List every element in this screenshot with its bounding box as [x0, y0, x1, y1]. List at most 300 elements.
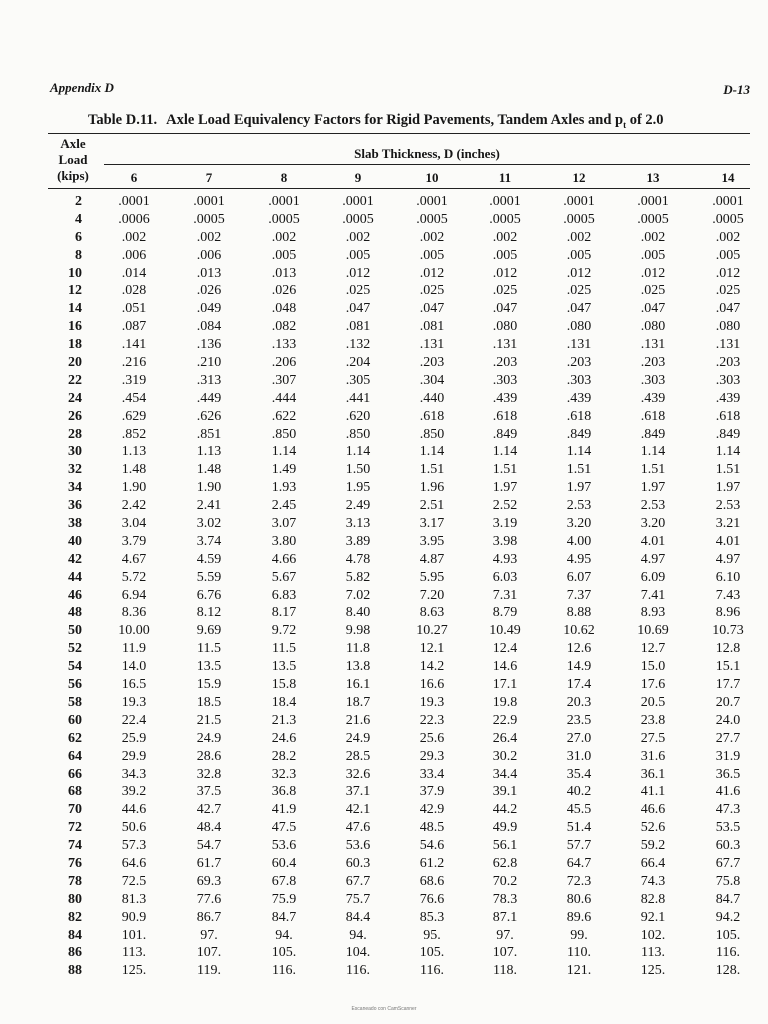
factor-cell: 24.9: [196, 730, 222, 746]
axle-load-cell: 86: [68, 945, 82, 961]
factor-cell: 86.7: [196, 909, 222, 925]
factor-cell: .439: [566, 390, 592, 406]
factor-cell: 31.0: [566, 748, 592, 764]
factor-cell: .002: [345, 229, 371, 245]
factor-cell: 37.1: [345, 784, 371, 800]
factor-cell: 10.69: [637, 623, 669, 639]
factor-cell: .852: [121, 426, 147, 442]
factor-cell: 107.: [196, 945, 222, 961]
factor-cell: 27.0: [566, 730, 592, 746]
factor-cell: .849: [492, 426, 518, 442]
factor-cell: .131: [492, 337, 518, 353]
factor-cell: 31.9: [715, 748, 741, 764]
factor-cell: .203: [640, 355, 666, 371]
table-row: [48, 874, 758, 892]
factor-cell: 28.5: [345, 748, 371, 764]
factor-cell: 44.2: [492, 802, 518, 818]
factor-cell: 1.96: [419, 480, 445, 496]
factor-cell: 1.51: [640, 462, 666, 478]
factor-cell: 2.53: [715, 498, 741, 514]
factor-cell: .005: [640, 247, 666, 263]
factor-cell: 53.6: [271, 838, 297, 854]
factor-cell: 27.7: [715, 730, 741, 746]
factor-cell: 3.79: [121, 533, 147, 549]
factor-cell: 3.21: [715, 516, 741, 532]
axle-load-cell: 38: [68, 516, 82, 532]
factor-cell: .014: [121, 265, 147, 281]
factor-cell: 35.4: [566, 766, 592, 782]
factor-cell: .087: [121, 319, 147, 335]
factor-cell: 72.3: [566, 873, 592, 889]
factor-cell: .0001: [342, 194, 374, 209]
factor-cell: 1.49: [271, 462, 297, 478]
factor-cell: 42.7: [196, 802, 222, 818]
factor-cell: 33.4: [419, 766, 445, 782]
factor-cell: 75.9: [271, 891, 297, 907]
table-row: [48, 266, 758, 284]
table-row: [48, 337, 758, 355]
factor-cell: 75.8: [715, 873, 741, 889]
factor-cell: 116.: [716, 945, 740, 961]
factor-cell: 32.3: [271, 766, 297, 782]
axle-load-cell: 78: [68, 873, 82, 889]
axle-load-cell: 48: [68, 605, 82, 621]
factor-cell: 68.6: [419, 873, 445, 889]
factor-cell: .441: [345, 390, 371, 406]
factor-cell: 1.51: [492, 462, 518, 478]
factor-cell: 21.3: [271, 712, 297, 728]
factor-cell: .851: [196, 426, 222, 442]
factor-cell: .025: [640, 283, 666, 299]
factor-cell: .0005: [193, 211, 225, 227]
table-row: [48, 570, 758, 588]
factor-cell: 107.: [492, 945, 518, 961]
factor-cell: 19.3: [121, 694, 147, 710]
factor-cell: 4.59: [196, 551, 222, 567]
factor-cell: 1.93: [271, 480, 297, 496]
factor-cell: 10.27: [416, 623, 448, 639]
factor-cell: 97.: [200, 927, 218, 943]
factor-cell: 10.62: [563, 623, 595, 639]
factor-cell: 46.6: [640, 802, 666, 818]
axle-load-cell: 8: [75, 247, 82, 263]
factor-cell: 13.8: [345, 659, 371, 675]
factor-cell: 7.31: [492, 587, 518, 603]
factor-cell: 12.4: [492, 641, 518, 657]
axle-load-cell: 44: [68, 569, 82, 585]
axle-load-cell: 6: [75, 229, 82, 245]
factor-cell: 11.9: [122, 641, 146, 657]
table-row: [48, 552, 758, 570]
factor-cell: 3.89: [345, 533, 371, 549]
factor-cell: 11.5: [272, 641, 296, 657]
factor-cell: 5.95: [419, 569, 445, 585]
factor-cell: 60.3: [715, 838, 741, 854]
factor-cell: 48.5: [419, 820, 445, 836]
factor-cell: 2.52: [492, 498, 518, 514]
factor-cell: 8.93: [640, 605, 666, 621]
axle-load-cell: 26: [68, 408, 82, 424]
table-row: [48, 605, 758, 623]
factor-cell: 75.7: [345, 891, 371, 907]
factor-cell: 5.67: [271, 569, 297, 585]
factor-cell: 16.5: [121, 677, 147, 693]
factor-cell: 6.83: [271, 587, 297, 603]
factor-cell: .047: [419, 301, 445, 317]
factor-cell: 67.8: [271, 873, 297, 889]
table-number: Table D.11.: [88, 112, 158, 128]
factor-cell: .0001: [268, 194, 300, 209]
factor-cell: .439: [715, 390, 741, 406]
factor-cell: 21.6: [345, 712, 371, 728]
table-row: [48, 301, 758, 319]
factor-cell: .005: [419, 247, 445, 263]
factor-cell: .005: [271, 247, 297, 263]
factor-cell: 36.8: [271, 784, 297, 800]
factor-cell: .0001: [563, 194, 595, 209]
factor-cell: 99.: [570, 927, 588, 943]
factor-cell: 116.: [420, 963, 444, 979]
factor-cell: .002: [715, 229, 741, 245]
column-header-7: 7: [205, 170, 213, 185]
factor-cell: .005: [566, 247, 592, 263]
factor-cell: .0001: [193, 194, 225, 209]
factor-cell: 26.4: [492, 730, 518, 746]
factor-cell: 1.48: [196, 462, 222, 478]
factor-cell: 18.4: [271, 694, 297, 710]
factor-cell: 41.9: [271, 802, 297, 818]
table-row: [48, 588, 758, 606]
factor-cell: 22.9: [492, 712, 518, 728]
table-row: [48, 695, 758, 713]
factor-cell: 1.97: [715, 480, 741, 496]
factor-cell: 118.: [493, 963, 517, 979]
axle-load-cell: 28: [68, 426, 82, 442]
factor-cell: 15.9: [196, 677, 222, 693]
factor-cell: 1.13: [121, 444, 147, 460]
factor-cell: 3.80: [271, 533, 297, 549]
factor-cell: 81.3: [121, 891, 147, 907]
axle-load-cell: 54: [68, 659, 82, 675]
factor-cell: .002: [492, 229, 518, 245]
axle-load-cell: 30: [68, 444, 82, 460]
factor-cell: .444: [271, 390, 297, 406]
table-row: [48, 802, 758, 820]
factor-cell: 23.8: [640, 712, 666, 728]
factor-cell: 8.40: [345, 605, 371, 621]
table-row: [48, 248, 758, 266]
axle-load-cell: 72: [68, 820, 82, 836]
table-row: [48, 623, 758, 641]
factor-cell: 41.6: [715, 784, 741, 800]
column-header-8: 8: [280, 170, 288, 185]
factor-cell: 24.6: [271, 730, 297, 746]
factor-cell: 56.1: [492, 838, 518, 854]
column-header-10: 10: [425, 170, 439, 185]
factor-cell: 40.2: [566, 784, 592, 800]
factor-cell: 105.: [271, 945, 297, 961]
factor-cell: .203: [419, 355, 445, 371]
factor-cell: 20.3: [566, 694, 592, 710]
factor-cell: 12.7: [640, 641, 666, 657]
factor-cell: .013: [196, 265, 222, 281]
factor-cell: .0005: [268, 211, 300, 227]
table-caption: [88, 112, 664, 130]
factor-cell: 84.7: [715, 891, 741, 907]
factor-cell: 36.5: [715, 766, 741, 782]
factor-cell: .216: [121, 355, 147, 371]
factor-cell: 51.4: [566, 820, 592, 836]
table-row: [48, 820, 758, 838]
factor-cell: .204: [345, 355, 371, 371]
column-header-13: 13: [646, 170, 660, 185]
column-header-11: 11: [498, 170, 512, 185]
factor-cell: 17.4: [566, 677, 592, 693]
factor-cell: 32.8: [196, 766, 222, 782]
factor-cell: .622: [271, 408, 297, 424]
factor-cell: 8.63: [419, 605, 445, 621]
factor-cell: .012: [419, 265, 445, 281]
factor-cell: 101.: [121, 927, 147, 943]
table-row: [48, 444, 758, 462]
factor-cell: 53.6: [345, 838, 371, 854]
factor-cell: .012: [492, 265, 518, 281]
factor-cell: 113.: [122, 945, 146, 961]
factor-cell: .626: [196, 408, 222, 424]
factor-cell: .080: [715, 319, 741, 335]
factor-cell: 25.9: [121, 730, 147, 746]
factor-cell: 128.: [715, 963, 741, 979]
factor-cell: 3.95: [419, 533, 445, 549]
factor-cell: 1.14: [419, 444, 445, 460]
factor-cell: .025: [715, 283, 741, 299]
factor-cell: 19.3: [419, 694, 445, 710]
factor-cell: 59.2: [640, 838, 666, 854]
factor-cell: 61.7: [196, 855, 222, 871]
factor-cell: 8.17: [271, 605, 297, 621]
factor-cell: 10.73: [712, 623, 744, 639]
factor-cell: .850: [419, 426, 445, 442]
factor-cell: 1.14: [640, 444, 666, 460]
factor-cell: 61.2: [419, 855, 445, 871]
factor-cell: .0005: [712, 211, 744, 227]
factor-cell: 8.88: [566, 605, 592, 621]
factor-cell: 6.94: [121, 587, 147, 603]
factor-cell: 1.13: [196, 444, 222, 460]
factor-cell: 6.76: [196, 587, 222, 603]
factor-cell: 4.97: [715, 551, 741, 567]
axle-load-cell: 14: [68, 301, 82, 317]
factor-cell: 24.9: [345, 730, 371, 746]
factor-cell: .025: [419, 283, 445, 299]
factor-cell: 1.14: [345, 444, 371, 460]
factor-cell: 4.95: [566, 551, 592, 567]
table-row: [48, 784, 758, 802]
axle-load-cell: 66: [68, 766, 82, 782]
factor-cell: 11.8: [346, 641, 370, 657]
factor-cell: 47.5: [271, 820, 297, 836]
factor-cell: 5.82: [345, 569, 371, 585]
factor-cell: 10.49: [489, 623, 521, 639]
factor-cell: 15.0: [640, 659, 666, 675]
factor-cell: 13.5: [271, 659, 297, 675]
axle-load-cell: 82: [68, 909, 82, 925]
factor-cell: 1.95: [345, 480, 371, 496]
axle-load-cell: 18: [68, 337, 82, 353]
factor-cell: 119.: [197, 963, 221, 979]
factor-cell: .618: [640, 408, 666, 424]
factor-cell: 31.6: [640, 748, 666, 764]
factor-cell: 4.66: [271, 551, 297, 567]
column-header-12: 12: [572, 170, 586, 185]
factor-cell: 62.8: [492, 855, 518, 871]
axle-load-cell: 60: [68, 712, 82, 728]
factor-cell: .012: [640, 265, 666, 281]
factor-cell: .002: [566, 229, 592, 245]
factor-cell: 1.90: [196, 480, 222, 496]
factor-cell: 2.42: [121, 498, 147, 514]
factor-cell: .629: [121, 408, 147, 424]
factor-cell: 3.20: [640, 516, 666, 532]
axle-load-cell: 16: [68, 319, 82, 335]
factor-cell: .047: [566, 301, 592, 317]
factor-cell: 32.6: [345, 766, 371, 782]
factor-cell: 28.6: [196, 748, 222, 764]
factor-cell: .080: [492, 319, 518, 335]
factor-cell: 8.12: [196, 605, 222, 621]
axle-load-header: [50, 136, 96, 184]
factor-cell: 37.5: [196, 784, 222, 800]
table-row: [48, 516, 758, 534]
factor-cell: 94.2: [715, 909, 741, 925]
table-row: [48, 731, 758, 749]
factor-cell: 8.79: [492, 605, 518, 621]
factor-cell: 22.4: [121, 712, 147, 728]
factor-cell: .0006: [118, 211, 150, 227]
factor-cell: .005: [345, 247, 371, 263]
factor-cell: .002: [196, 229, 222, 245]
factor-cell: 116.: [346, 963, 370, 979]
factor-cell: .0005: [489, 211, 521, 227]
factor-cell: 121.: [566, 963, 592, 979]
factor-cell: 57.3: [121, 838, 147, 854]
factor-cell: .203: [492, 355, 518, 371]
axle-load-cell: 80: [68, 891, 82, 907]
factor-cell: .210: [196, 355, 222, 371]
scanner-watermark: Escaneado con CamScanner: [351, 1006, 417, 1012]
factor-cell: 2.45: [271, 498, 297, 514]
factor-cell: 20.5: [640, 694, 666, 710]
factor-cell: 4.78: [345, 551, 371, 567]
table-row: [48, 319, 758, 337]
factor-cell: 4.93: [492, 551, 518, 567]
factor-cell: 41.1: [640, 784, 666, 800]
factor-cell: .439: [640, 390, 666, 406]
factor-cell: 5.59: [196, 569, 222, 585]
factor-cell: 54.7: [196, 838, 222, 854]
factor-cell: 28.2: [271, 748, 297, 764]
factor-cell: .0005: [342, 211, 374, 227]
factor-cell: .850: [271, 426, 297, 442]
factor-cell: 27.5: [640, 730, 666, 746]
factor-cell: 30.2: [492, 748, 518, 764]
factor-cell: .141: [121, 337, 147, 353]
factor-cell: 85.3: [419, 909, 445, 925]
factor-cell: .048: [271, 301, 297, 317]
factor-cell: .305: [345, 372, 371, 388]
table-row: [48, 391, 758, 409]
factor-cell: 80.6: [566, 891, 592, 907]
axle-load-cell: 32: [68, 462, 82, 478]
factor-cell: 29.9: [121, 748, 147, 764]
factor-cell: 95.: [423, 927, 441, 943]
factor-cell: 66.4: [640, 855, 666, 871]
factor-cell: 49.9: [492, 820, 518, 836]
factor-cell: 5.72: [121, 569, 147, 585]
factor-cell: 82.8: [640, 891, 666, 907]
factor-cell: 25.6: [419, 730, 445, 746]
factor-cell: .618: [419, 408, 445, 424]
axle-load-cell: 10: [68, 265, 82, 281]
axle-load-cell: 2: [75, 194, 82, 209]
column-header-6: 6: [130, 170, 138, 185]
factor-cell: 1.97: [640, 480, 666, 496]
factor-cell: 50.6: [121, 820, 147, 836]
factor-cell: 4.01: [640, 533, 666, 549]
factor-cell: .047: [345, 301, 371, 317]
factor-cell: .131: [715, 337, 741, 353]
factor-cell: 110.: [567, 945, 591, 961]
factor-cell: 60.4: [271, 855, 297, 871]
factor-cell: .002: [419, 229, 445, 245]
factor-cell: 90.9: [121, 909, 147, 925]
factor-cell: 12.1: [419, 641, 445, 657]
factor-cell: 125.: [640, 963, 666, 979]
factor-cell: 3.98: [492, 533, 518, 549]
axle-header-line-3: (kips): [57, 168, 89, 183]
factor-cell: 7.41: [640, 587, 666, 603]
table-title-subscript: t: [623, 119, 627, 130]
factor-cell: 67.7: [715, 855, 741, 871]
table-row: [48, 641, 758, 659]
factor-cell: 42.9: [419, 802, 445, 818]
factor-cell: 9.72: [271, 623, 297, 639]
factor-cell: 3.07: [271, 516, 297, 532]
factor-cell: 11.5: [197, 641, 221, 657]
table-row: [48, 677, 758, 695]
table-title-suffix: of 2.0: [626, 112, 664, 128]
factor-cell: 94.: [349, 927, 367, 943]
factor-cell: 2.49: [345, 498, 371, 514]
factor-cell: 94.: [275, 927, 293, 943]
factor-cell: 84.4: [345, 909, 371, 925]
factor-cell: 7.20: [419, 587, 445, 603]
factor-cell: 1.14: [715, 444, 741, 460]
factor-cell: .026: [271, 283, 297, 299]
factor-cell: 18.7: [345, 694, 371, 710]
table-row: [48, 856, 758, 874]
factor-cell: .454: [121, 390, 147, 406]
factor-cell: 17.6: [640, 677, 666, 693]
factor-cell: 14.0: [121, 659, 147, 675]
running-header-left: Appendix D: [50, 80, 114, 95]
table-row: [48, 462, 758, 480]
factor-cell: .026: [196, 283, 222, 299]
factor-cell: 47.6: [345, 820, 371, 836]
factor-cell: 1.90: [121, 480, 147, 496]
factor-cell: .203: [715, 355, 741, 371]
factor-cell: 37.9: [419, 784, 445, 800]
